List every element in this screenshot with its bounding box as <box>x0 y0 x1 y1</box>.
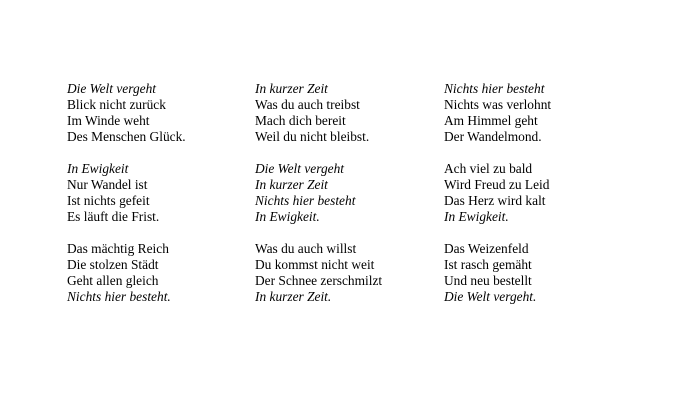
stanza <box>67 81 247 145</box>
verse-line: Die Welt vergeht <box>255 161 344 176</box>
verse-line: Es läuft die Frist. <box>67 209 160 224</box>
verse-line: Die Welt vergeht. <box>444 289 537 304</box>
stanza <box>255 241 435 305</box>
verse-line: Ach viel zu bald <box>444 161 533 176</box>
verse-line: In kurzer Zeit <box>255 177 328 192</box>
verse-line: Das Weizenfeld <box>444 241 529 256</box>
verse-line: Im Winde weht <box>67 113 150 128</box>
stanza <box>255 81 435 145</box>
verse-line: In Ewigkeit. <box>255 209 320 224</box>
stanza <box>255 161 435 225</box>
verse-line: Der Wandelmond. <box>444 129 542 144</box>
verse-line: Die Welt vergeht <box>67 81 156 96</box>
verse-line: Nur Wandel ist <box>67 177 148 192</box>
stanza <box>444 241 624 305</box>
verse-line: In Ewigkeit <box>67 161 129 176</box>
poem-column-2 <box>255 81 435 321</box>
verse-line: Mach dich bereit <box>255 113 346 128</box>
verse-line: Und neu bestellt <box>444 273 532 288</box>
verse-line: In Ewigkeit. <box>444 209 509 224</box>
verse-line: Was du auch willst <box>255 241 357 256</box>
verse-line: Das Herz wird kalt <box>444 193 546 208</box>
poem-column-3 <box>444 81 624 321</box>
verse-line: Nichts hier besteht <box>444 81 545 96</box>
verse-line: Das mächtig Reich <box>67 241 169 256</box>
verse-line: Nichts hier besteht <box>255 193 356 208</box>
verse-line: Ist nichts gefeit <box>67 193 150 208</box>
verse-line: In kurzer Zeit <box>255 81 328 96</box>
verse-line: Nichts was verlohnt <box>444 97 552 112</box>
verse-line: Des Menschen Glück. <box>67 129 186 144</box>
verse-line: Was du auch treibst <box>255 97 360 112</box>
verse-line: Du kommst nicht weit <box>255 257 375 272</box>
verse-line: Blick nicht zurück <box>67 97 166 112</box>
verse-line: Der Schnee zerschmilzt <box>255 273 383 288</box>
stanza <box>67 161 247 225</box>
stanza <box>444 81 624 145</box>
verse-line: Ist rasch gemäht <box>444 257 532 272</box>
verse-line: In kurzer Zeit. <box>255 289 332 304</box>
stanza <box>444 161 624 225</box>
verse-line: Weil du nicht bleibst. <box>255 129 370 144</box>
verse-line: Am Himmel geht <box>444 113 538 128</box>
poem-column-1 <box>67 81 247 321</box>
verse-line: Geht allen gleich <box>67 273 159 288</box>
verse-line: Die stolzen Städt <box>67 257 159 272</box>
verse-line: Wird Freud zu Leid <box>444 177 550 192</box>
poem <box>67 81 667 321</box>
stanza <box>67 241 247 305</box>
verse-line: Nichts hier besteht. <box>67 289 171 304</box>
